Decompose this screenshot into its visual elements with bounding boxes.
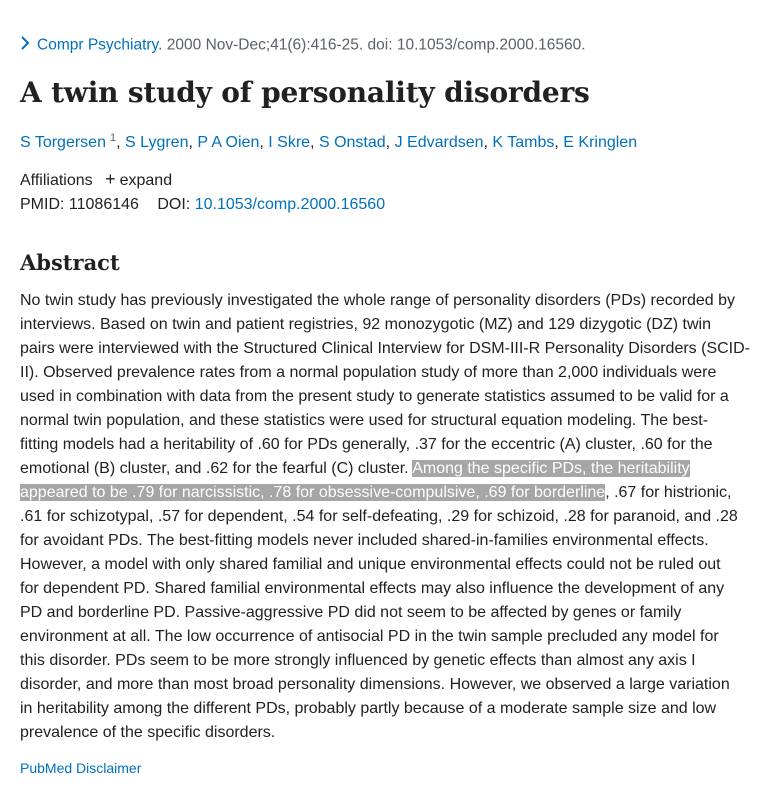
author-link[interactable]: S Lygren [125, 134, 189, 151]
author-link[interactable]: P A Oien [197, 134, 260, 151]
pmid-value: 11086146 [68, 196, 139, 213]
affiliations-label: Affiliations [20, 172, 93, 189]
abstract-heading: Abstract [20, 250, 120, 275]
doi-label: DOI: [157, 196, 191, 213]
author-link[interactable]: E Kringlen [563, 134, 638, 151]
selected-text[interactable]: appeared to be .79 for narcissistic, .78 for obsessive-compulsive, .69 for borderline [20, 484, 606, 501]
plus-icon: + [105, 169, 116, 189]
author-link[interactable]: J Edvardsen [394, 134, 484, 151]
author-link[interactable]: K Tambs [492, 134, 555, 151]
abstract-text: No twin study has previously investigated the whole range of personality disorders (PDs) recorded by interviews. Based on twin and patient registries, 92 monozygotic (MZ) and 129 dizygotic (DZ) twin pairs were interviewed with the Structured Clinical Interview for DSM-III-R Personality Disorders (SCID- II). Observed prevalence rates from a normal population study of more than 2,000 individuals were used in combination with data from the present study to generate statistics assumed to be valid for a normal twin population, and these statistics were used for structural equation modeling. The best- fitting models had a heritability of .60 for PDs generally, .37 for the eccentric (A) cluster, .60 for the emotional (B) cluster, and .62 for the fearful (C) cluster. Among the specific PDs, the heritability appeared to be .79 for narcissistic, .78 for obsessive-compulsive, .69 for borderline, .67 for histrionic, .61 for schizotypal, .57 for dependent, .54 for self-defeating, .29 for schizoid, .28 for paranoid, and .28 for avoidant PDs. The best-fitting models never included shared-in-families environmental effects. However, a model with only shared familial and unique environmental effects could not be ruled out for dependent PD. Shared familial environmental effects may also influence the development of any PD and borderline PD. Passive-aggressive PD did not seem to be affected by genes or family environment at all. The low occurrence of antisocial PD in the twin sample precluded any model for this disorder. PDs seem to be more strongly influenced by genetic effects than almost any axis I disorder, and more than most broad personality dimensions. However, we observed a large variation in heritability among the different PDs, probably partly because of a moderate sample size and low prevalence of the specific disorders. [20, 292, 750, 741]
doi-link[interactable]: 10.1053/comp.2000.16560 [194, 196, 386, 213]
identifiers-row [20, 196, 385, 214]
selected-text[interactable]: Among the specific PDs, the heritability [412, 460, 690, 477]
affiliations-row [20, 169, 172, 190]
page-title: A twin study of personality disorders [20, 76, 590, 109]
pubmed-disclaimer-link[interactable]: PubMed Disclaimer [20, 760, 142, 776]
author-list: S Torgersen $^1$, S Lygren, P A Oien, I Skre, S Onstad, J Edvardsen, K Tambs, E Kringlen [20, 132, 638, 151]
pmid-label: PMID: [20, 196, 65, 213]
author-link[interactable]: I Skre [268, 134, 311, 151]
author-link[interactable]: S Torgersen [20, 134, 106, 151]
citation-details: 2000 Nov-Dec;41(6):416-25. doi: 10.1053/comp.2000.16560. [162, 36, 586, 54]
chevron-right-icon[interactable] [20, 36, 34, 55]
journal-link[interactable]: Compr Psychiatry. [37, 36, 163, 54]
citation-line [20, 36, 586, 55]
author-link[interactable]: S Onstad [318, 134, 386, 151]
affiliations-expand-button[interactable]: + expand [105, 169, 173, 189]
affiliation-ref[interactable]: 1 [109, 132, 117, 144]
